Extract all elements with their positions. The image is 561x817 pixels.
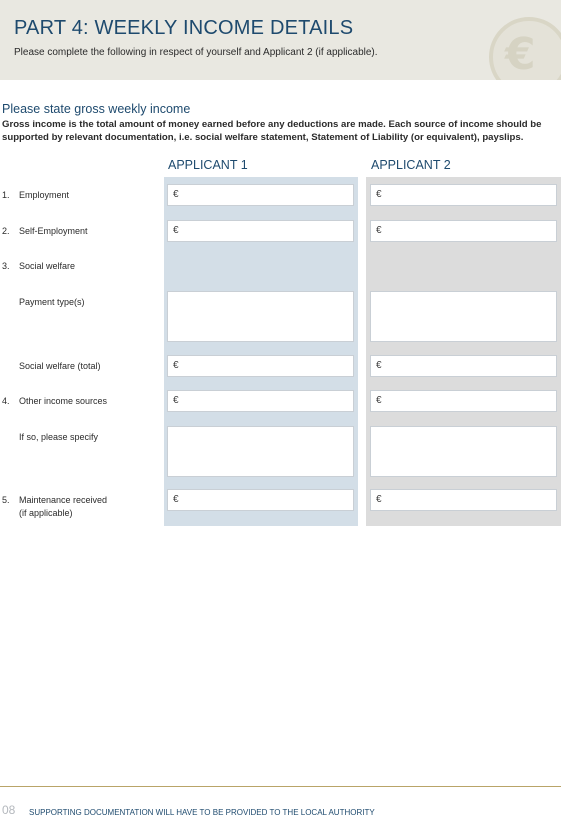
applicant2-header: APPLICANT 2 — [371, 158, 451, 172]
payment-types-label: Payment type(s) — [19, 297, 85, 307]
specify-applicant1-field[interactable] — [167, 426, 354, 477]
row-number: 3. — [2, 261, 10, 271]
maintenance-sublabel: (if applicable) — [19, 508, 73, 518]
other-income-applicant1-field[interactable]: € — [167, 390, 354, 412]
footer-text: SUPPORTING DOCUMENTATION WILL HAVE TO BE PROVIDED TO THE LOCAL AUTHORITY — [29, 808, 375, 817]
payment-types-applicant2-field[interactable] — [370, 291, 557, 342]
euro-watermark-icon: € — [489, 17, 561, 80]
social-welfare-total-applicant2-field[interactable]: € — [370, 355, 557, 377]
specify-label: If so, please specify — [19, 432, 99, 442]
page-title: PART 4: WEEKLY INCOME DETAILS — [14, 17, 354, 39]
specify-applicant2-field[interactable] — [370, 426, 557, 477]
maintenance-applicant2-field[interactable]: € — [370, 489, 557, 511]
footer-divider — [0, 786, 561, 787]
maintenance-applicant1-field[interactable]: € — [167, 489, 354, 511]
other-income-applicant2-field[interactable]: € — [370, 390, 557, 412]
page-header — [0, 0, 561, 80]
employment-applicant1-field[interactable]: € — [167, 184, 354, 206]
row-number: 2. — [2, 226, 10, 236]
row-number: 5. — [2, 495, 10, 505]
payment-types-applicant1-field[interactable] — [167, 291, 354, 342]
self-employment-applicant1-field[interactable]: € — [167, 220, 354, 242]
social-welfare-total-label: Social welfare (total) — [19, 361, 101, 371]
other-income-label: Other income sources — [19, 396, 108, 406]
row-number: 4. — [2, 396, 10, 406]
page-subtitle: Please complete the following in respect of yourself and Applicant 2 (if applicable). — [14, 47, 378, 58]
row-number: 1. — [2, 190, 10, 200]
self-employment-applicant2-field[interactable]: € — [370, 220, 557, 242]
section-title: Please state gross weekly income — [2, 102, 191, 116]
employment-label: Employment — [19, 190, 70, 200]
page-number: 08 — [2, 803, 16, 817]
maintenance-label: Maintenance received — [19, 495, 108, 505]
section-intro: Gross income is the total amount of money earned before any deductions are made. Each source of income should be supported by relevant documentation, i.e. social welfare statement, Statement of Liability (or equivalent), payslips. — [2, 119, 542, 143]
self-employment-label: Self-Employment — [19, 226, 88, 236]
applicant1-header: APPLICANT 1 — [168, 158, 248, 172]
social-welfare-total-applicant1-field[interactable]: € — [167, 355, 354, 377]
employment-applicant2-field[interactable]: € — [370, 184, 557, 206]
social-welfare-label: Social welfare — [19, 261, 76, 271]
